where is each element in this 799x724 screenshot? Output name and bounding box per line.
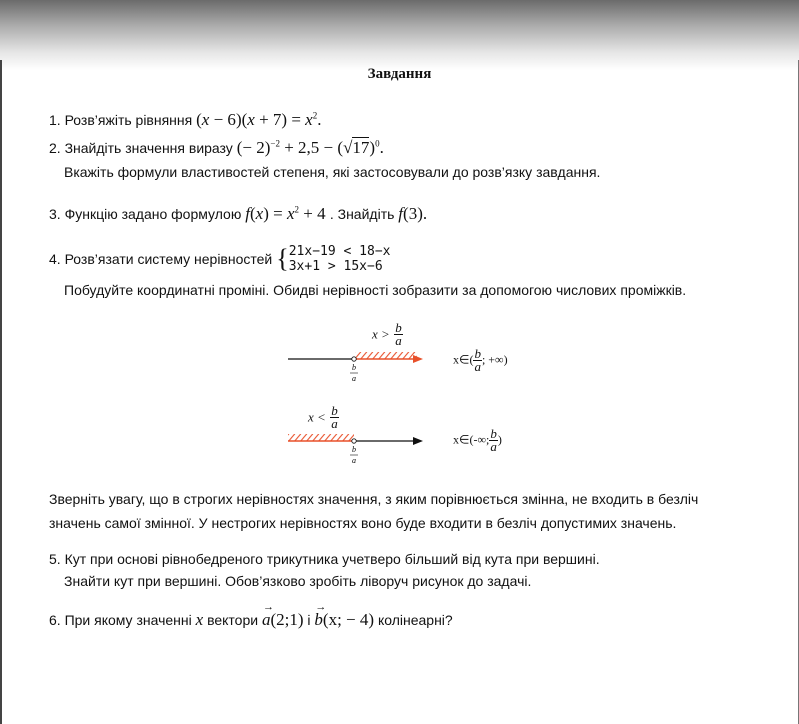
task-3 (49, 204, 427, 224)
arrow-right-icon (413, 437, 423, 445)
vector-arrow-icon: → (315, 601, 327, 613)
task-4-text: 4. Розв’язати систему нерівностей (49, 251, 273, 267)
diagram-2-frac: $\frac{b}{a}$ (331, 403, 338, 431)
vector-a: → a(2;1) (261, 601, 304, 629)
diagram-1-frac: $\frac{b}{a}$ (395, 320, 402, 348)
open-point (352, 357, 356, 361)
task-4-sub: Побудуйте координатні проміні. Обидві нерівності зобразити за допомогою числових проміжків. (64, 282, 687, 298)
task-1-equation: $(x - 6)(x + 7) = x^2$. (196, 110, 322, 129)
vector-arrow-icon: → (262, 601, 274, 613)
open-point (352, 439, 356, 443)
diagram-1-condition: x > $\frac{b}{a}$ (372, 320, 402, 348)
tick-label-num: b (352, 445, 356, 454)
number-line-2 (285, 430, 430, 468)
task-2-sub: Вкажіть формули властивостей степеня, які застосовували до розв’язку завдання. (64, 164, 601, 180)
task-2-expression: (− $2)^{-2} + 2,5 - (√17)^0$. (236, 138, 384, 157)
task-6-variable: x (195, 610, 204, 629)
note-line-2: значень самої змінної. У нестрогих нерівностях воно буде входити в безліч допустимих значень. (49, 515, 677, 531)
hatched-region (355, 352, 417, 359)
task-3-find: . Знайдіть (329, 206, 395, 222)
diagram-2-interval: x∈(-∞; $\frac{b}{a}$ ) (453, 426, 502, 454)
task-6-text: 6. При якому значенні (49, 612, 192, 628)
note-line-1: Зверніть увагу, що в строгих нерівностях значення, з яким порівнюється змінна, не входить в безліч (49, 491, 699, 507)
tick-label-den: a (352, 374, 356, 383)
vector-b-symbol: → b (314, 601, 327, 629)
task-5-line-2: Знайти кут при вершині. Обов’язково зробіть ліворуч рисунок до задачі. (64, 573, 532, 589)
task-1 (49, 110, 321, 130)
interval-2-frac: $\frac{b}{a}$ (490, 426, 497, 454)
tick-label-num: b (352, 363, 356, 372)
diagram-2-condition: x < $\frac{b}{a}$ (308, 403, 338, 431)
vector-b: → b(x; − 4) (314, 601, 375, 629)
task-3-formula: $f(x) = x^2 + 4$ (245, 204, 326, 223)
tick-label-den: a (352, 456, 356, 465)
sqrt-icon: √ (343, 138, 353, 157)
inequality-1: 21x−19 < 18−x (288, 244, 391, 259)
task-2 (49, 138, 384, 158)
task-6 (49, 601, 453, 630)
arrow-right-icon (413, 355, 423, 363)
hatched-region (288, 434, 354, 441)
inequality-2: 3x+1 > 15x−6 (288, 259, 383, 274)
task-2-text: 2. Знайдіть значення виразу (49, 140, 233, 156)
task-6-end: колінеарні? (377, 612, 453, 628)
inequality-system (289, 244, 391, 274)
task-3-text: 3. Функцію задано формулою (49, 206, 242, 222)
vector-a-symbol: → a (261, 601, 274, 629)
number-line-1 (285, 348, 430, 386)
task-6-and: і (307, 612, 311, 628)
task-5-line-1: 5. Кут при основі рівнобедреного трикутника учетверо більший від кута при вершині. (49, 551, 600, 567)
task-3-value: f(3). (398, 204, 428, 223)
task-4 (49, 244, 390, 274)
brace-icon: { (276, 244, 289, 273)
diagram-1-interval: x∈( $\frac{b}{a}$ ; +∞) (453, 346, 508, 374)
page-edge-left (0, 60, 2, 724)
top-shade (0, 0, 799, 70)
interval-1-frac: $\frac{b}{a}$ (474, 346, 481, 374)
page-title: Завдання (367, 66, 432, 82)
task-1-text: 1. Розв’яжіть рівняння (49, 112, 193, 128)
task-6-vectors: вектори (207, 612, 259, 628)
